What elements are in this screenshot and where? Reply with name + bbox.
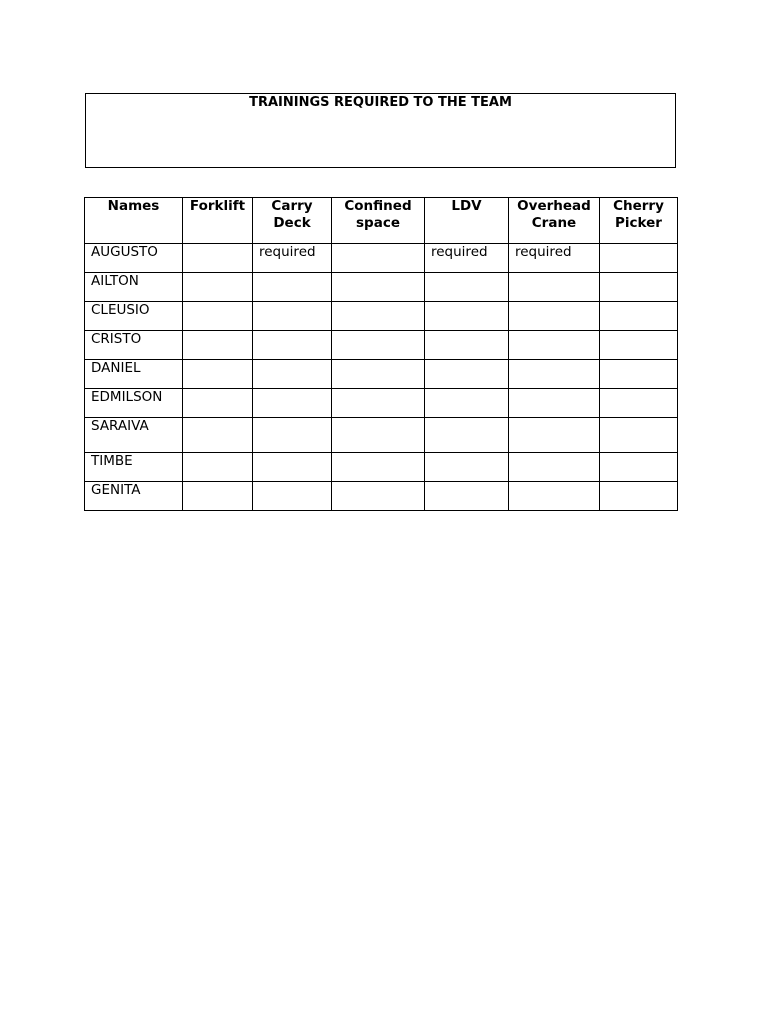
table-cell <box>600 331 678 360</box>
header-text: Deck <box>273 215 311 231</box>
table-cell <box>600 273 678 302</box>
header-text: Picker <box>615 215 662 231</box>
header-row <box>85 198 678 244</box>
table-cell <box>425 302 509 331</box>
table-cell <box>253 302 332 331</box>
table-cell <box>183 389 253 418</box>
table-row <box>85 273 678 302</box>
table-cell <box>425 453 509 482</box>
table-cell: AILTON <box>85 273 183 302</box>
table-cell <box>332 244 425 273</box>
table-cell <box>509 453 600 482</box>
table-cell <box>183 331 253 360</box>
table-row <box>85 389 678 418</box>
table-row <box>85 302 678 331</box>
table-cell <box>425 389 509 418</box>
table-cell: CLEUSIO <box>85 302 183 331</box>
table-cell: EDMILSON <box>85 389 183 418</box>
table-cell <box>332 302 425 331</box>
table-cell <box>600 482 678 511</box>
table-cell <box>425 273 509 302</box>
header-text: Carry <box>271 198 313 214</box>
table-cell <box>509 482 600 511</box>
header-forklift <box>183 198 253 244</box>
table-cell <box>600 302 678 331</box>
table-cell: DANIEL <box>85 360 183 389</box>
table-cell <box>253 482 332 511</box>
header-ldv <box>425 198 509 244</box>
document-title: TRAININGS REQUIRED TO THE TEAM <box>249 95 512 110</box>
table-cell <box>183 302 253 331</box>
header-text: LDV <box>451 198 482 214</box>
table-cell <box>509 360 600 389</box>
header-text: Overhead <box>517 198 591 214</box>
table-row <box>85 360 678 389</box>
table-cell <box>253 418 332 453</box>
header-text: Names <box>107 198 160 214</box>
table-cell <box>253 331 332 360</box>
table-row <box>85 453 678 482</box>
header-confined-space <box>332 198 425 244</box>
table-cell <box>332 331 425 360</box>
header-text: space <box>356 215 400 231</box>
training-table <box>84 197 678 511</box>
table-cell <box>183 360 253 389</box>
table-cell <box>183 244 253 273</box>
header-carry-deck <box>253 198 332 244</box>
header-overhead-crane <box>509 198 600 244</box>
table-cell <box>600 453 678 482</box>
header-text: Crane <box>531 215 577 231</box>
header-cherry-picker <box>600 198 678 244</box>
table-cell <box>600 389 678 418</box>
table-cell <box>253 453 332 482</box>
table-row <box>85 331 678 360</box>
table-cell: GENITA <box>85 482 183 511</box>
header-text: Cherry <box>613 198 664 214</box>
table-cell: required <box>509 244 600 273</box>
table-cell <box>600 244 678 273</box>
table-cell <box>332 360 425 389</box>
table-cell <box>253 389 332 418</box>
table-cell: CRISTO <box>85 331 183 360</box>
header-names <box>85 198 183 244</box>
table-row <box>85 418 678 453</box>
table-cell <box>509 273 600 302</box>
table-cell <box>600 418 678 453</box>
table-cell <box>332 418 425 453</box>
header-text: Forklift <box>189 198 246 214</box>
table-cell <box>253 273 332 302</box>
table-cell <box>425 418 509 453</box>
table-cell <box>509 302 600 331</box>
table-cell <box>332 482 425 511</box>
table-cell: required <box>425 244 509 273</box>
table-cell <box>183 453 253 482</box>
table-cell <box>332 453 425 482</box>
table-cell: required <box>253 244 332 273</box>
table-cell <box>183 273 253 302</box>
table-cell <box>253 360 332 389</box>
table-cell <box>183 482 253 511</box>
header-text: Confined <box>344 198 412 214</box>
table-cell <box>183 418 253 453</box>
table-cell: TIMBE <box>85 453 183 482</box>
title-box <box>85 93 676 168</box>
table-cell <box>332 273 425 302</box>
table-cell <box>509 389 600 418</box>
table-cell <box>425 360 509 389</box>
table-cell <box>425 482 509 511</box>
table-cell <box>600 360 678 389</box>
table-cell <box>509 418 600 453</box>
table-cell <box>425 331 509 360</box>
table-row <box>85 244 678 273</box>
table-cell: AUGUSTO <box>85 244 183 273</box>
table-row <box>85 482 678 511</box>
table-cell: SARAIVA <box>85 418 183 453</box>
table-cell <box>509 331 600 360</box>
table-cell <box>332 389 425 418</box>
